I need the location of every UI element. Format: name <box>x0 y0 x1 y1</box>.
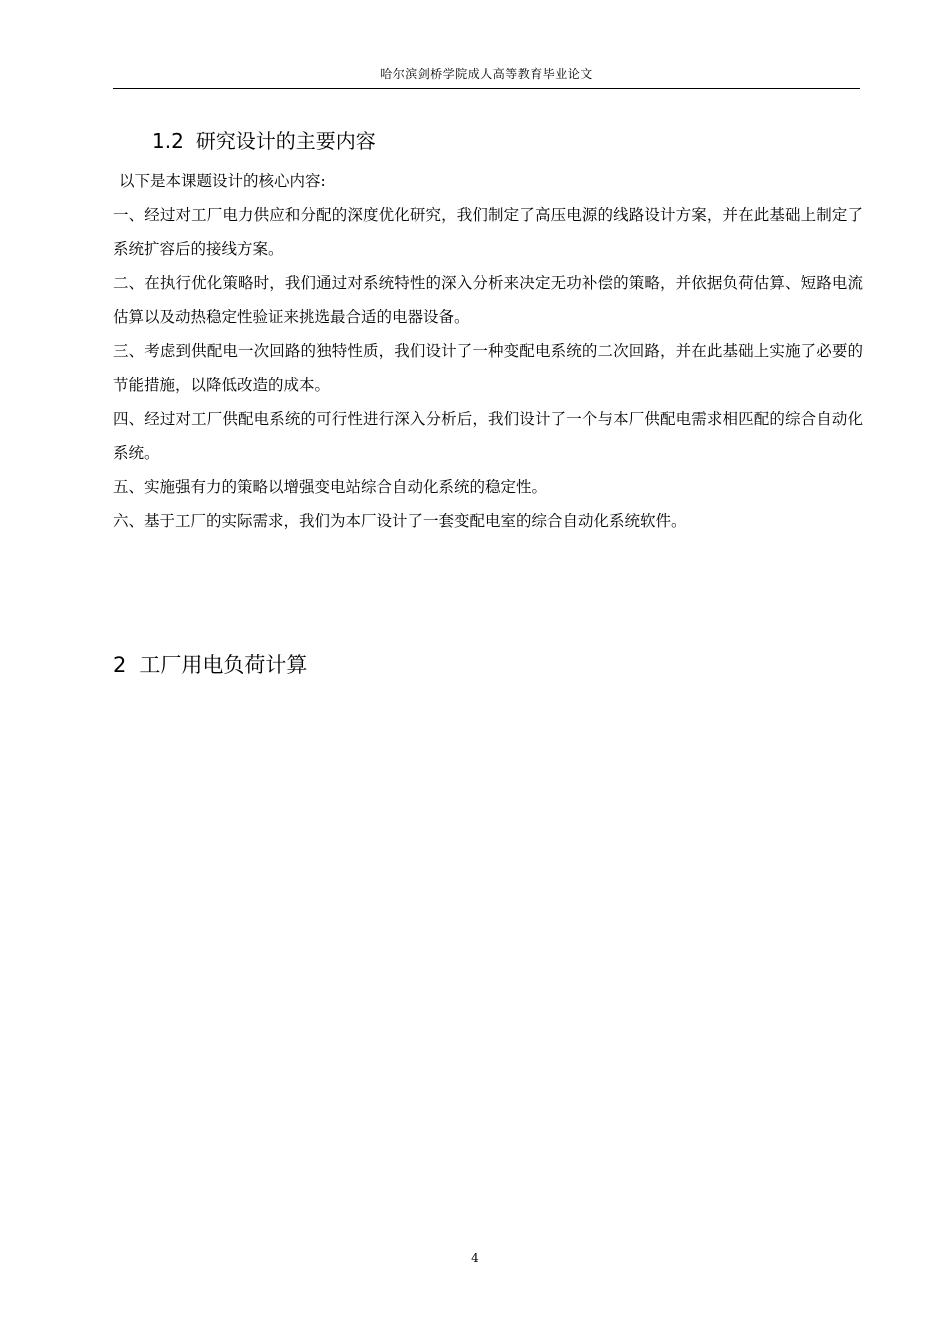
intro-paragraph: 以下是本课题设计的核心内容: <box>119 172 326 190</box>
section-number: 1.2 <box>152 129 184 153</box>
content-item-4: 四、经过对工厂供配电系统的可行性进行深入分析后，我们设计了一个与本厂供配电需求相匹配的综合自动化系统。 <box>113 410 863 462</box>
content-item-2: 二、在执行优化策略时，我们通过对系统特性的深入分析来决定无功补偿的策略，并依据负荷估算、短路电流估算以及动热稳定性验证来挑选最合适的电器设备。 <box>113 274 863 326</box>
header-title: 哈尔滨剑桥学院成人高等教育毕业论文 <box>380 67 593 81</box>
content-item-6: 六、基于工厂的实际需求，我们为本厂设计了一套变配电室的综合自动化系统软件。 <box>113 512 687 530</box>
content-item-1: 一、经过对工厂电力供应和分配的深度优化研究，我们制定了高压电源的线路设计方案，并在此基础上制定了系统扩容后的接线方案。 <box>113 206 863 258</box>
content-item-3: 三、考虑到供配电一次回路的独特性质，我们设计了一种变配电系统的二次回路，并在此基础上实施了必要的节能措施，以降低改造的成本。 <box>113 342 863 394</box>
section-heading <box>152 124 376 158</box>
chapter-heading <box>113 648 307 682</box>
chapter-title: 工厂用电负荷计算 <box>139 653 308 677</box>
body-text <box>113 164 863 538</box>
content-item-5: 五、实施强有力的策略以增强变电站综合自动化系统的稳定性。 <box>113 478 548 496</box>
section-title: 研究设计的主要内容 <box>195 129 376 153</box>
chapter-number: 2 <box>113 653 127 677</box>
page-number: 4 <box>471 1251 479 1265</box>
page-header <box>113 60 860 89</box>
